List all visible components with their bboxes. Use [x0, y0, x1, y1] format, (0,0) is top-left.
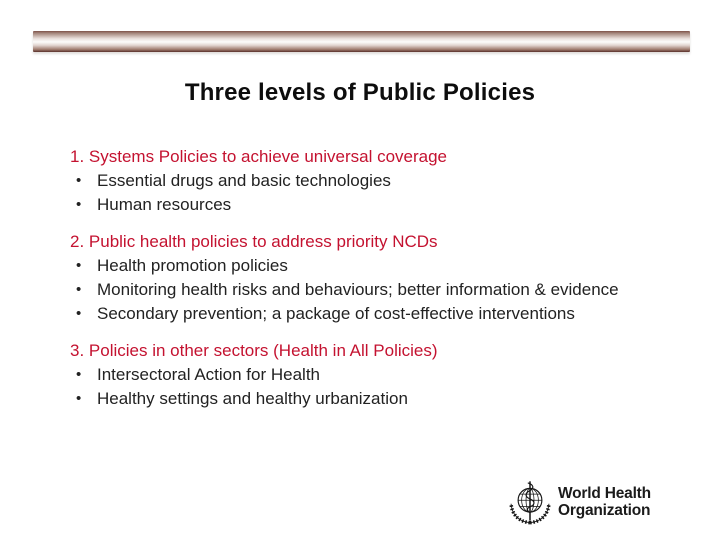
bullet-list: [70, 172, 626, 214]
section-other-sectors: [70, 341, 626, 408]
bullet-list: [70, 257, 626, 323]
bullet-text: Healthy settings and healthy urbanization: [97, 389, 408, 408]
list-item: [70, 196, 626, 214]
list-item: [70, 257, 626, 275]
bullet-text: Health promotion policies: [97, 256, 288, 275]
bullet-icon: •: [76, 172, 82, 189]
who-logo-text: [558, 485, 651, 519]
who-text-line2: Organization: [558, 502, 651, 519]
bullet-icon: •: [76, 390, 82, 407]
decorative-gradient-bar: [33, 31, 690, 52]
list-item: [70, 305, 626, 323]
section-heading: 3. Policies in other sectors (Health in All Policies): [70, 341, 438, 360]
slide-body: [70, 147, 626, 414]
list-item: [70, 366, 626, 384]
bullet-text: Intersectoral Action for Health: [97, 365, 321, 384]
bullet-icon: •: [76, 257, 82, 274]
list-item: [70, 281, 626, 299]
bullet-text: Essential drugs and basic technologies: [97, 171, 391, 190]
section-heading: 1. Systems Policies to achieve universal coverage: [70, 147, 448, 166]
bullet-text: Monitoring health risks and behaviours; better information & evidence: [97, 280, 619, 299]
bullet-list: [70, 366, 626, 408]
who-text-line1: World Health: [558, 485, 651, 502]
section-heading: 2. Public health policies to address priority NCDs: [70, 232, 438, 251]
bullet-text: Secondary prevention; a package of cost-effective interventions: [97, 304, 575, 323]
section-public-health-policies: [70, 232, 626, 323]
bullet-icon: •: [76, 281, 82, 298]
who-emblem-icon: [508, 478, 552, 526]
slide-title: Three levels of Public Policies: [184, 79, 536, 106]
section-systems-policies: [70, 147, 626, 214]
bullet-icon: •: [76, 305, 82, 322]
list-item: [70, 172, 626, 190]
who-logo: [508, 478, 651, 526]
bullet-text: Human resources: [97, 195, 232, 214]
bullet-icon: •: [76, 196, 82, 213]
list-item: [70, 390, 626, 408]
bullet-icon: •: [76, 366, 82, 383]
